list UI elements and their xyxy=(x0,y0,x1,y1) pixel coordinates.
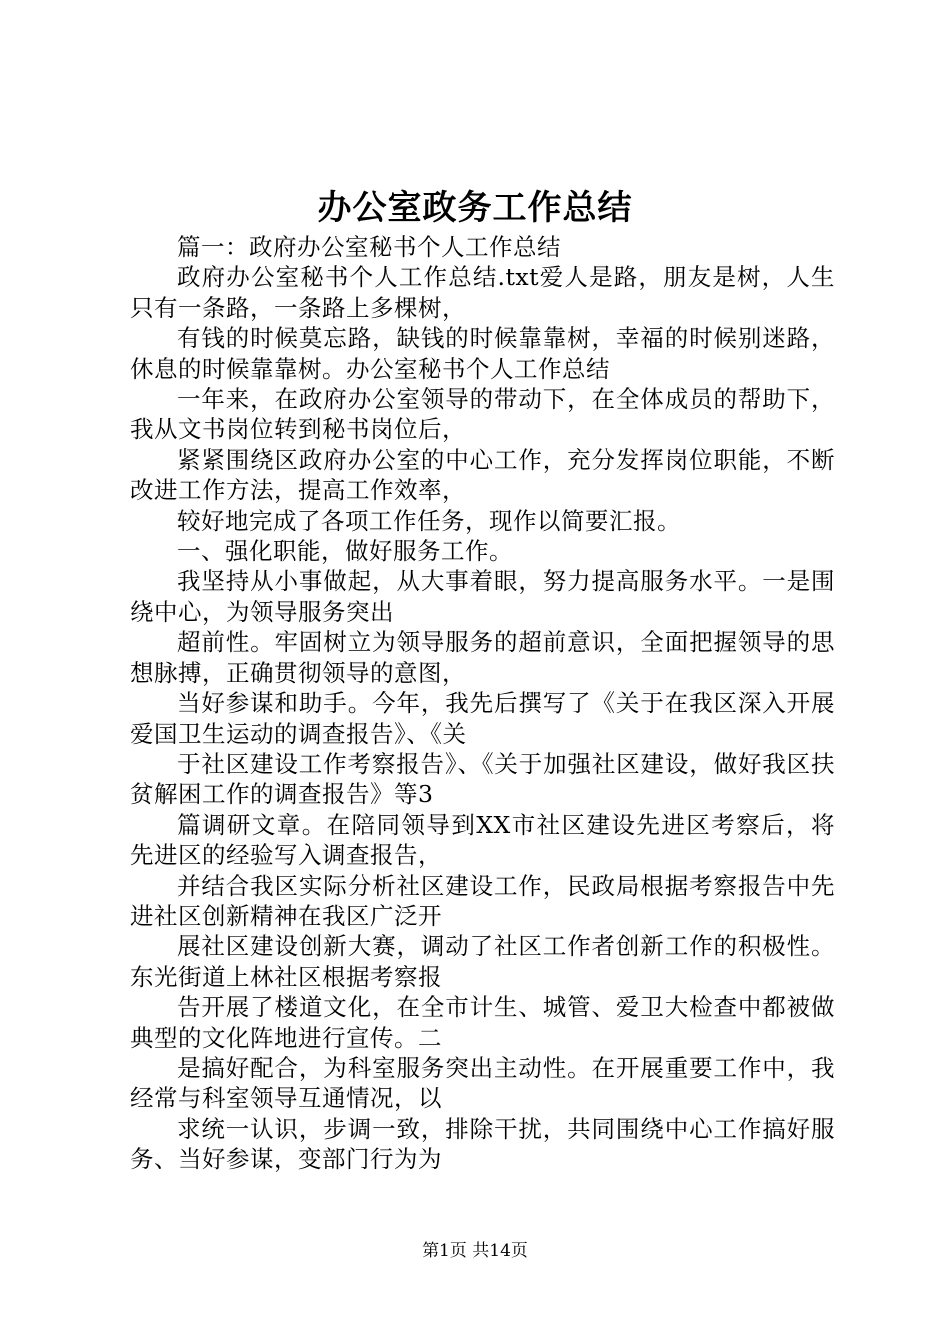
paragraph: 一、强化职能，做好服务工作。 xyxy=(177,537,513,566)
paragraph: 并结合我区实际分析社区建设工作，民政局根据考察报告中先进社区创新精神在我区广泛开 xyxy=(130,871,835,930)
paragraph: 紧紧围绕区政府办公室的中心工作，充分发挥岗位职能，不断改进工作方法，提高工作效率， xyxy=(130,445,835,505)
paragraph: 我坚持从小事做起，从大事着眼，努力提高服务水平。一是围绕中心，为领导服务突出 xyxy=(130,567,835,626)
paragraph: 求统一认识，步调一致，排除干扰，共同围绕中心工作搞好服务、当好参谋，变部门行为为 xyxy=(130,1114,835,1174)
paragraph: 告开展了楼道文化，在全市计生、城管、爱卫大检查中都被做典型的文化阵地进行宣传。二 xyxy=(130,993,835,1052)
paragraph: 是搞好配合，为科室服务突出主动性。在开展重要工作中，我经常与科室领导互通情况，以 xyxy=(130,1053,835,1113)
paragraph: 有钱的时候莫忘路，缺钱的时候靠靠树，幸福的时候别迷路，休息的时候靠靠树。办公室秘书个人工作总结 xyxy=(130,324,835,383)
paragraph: 于社区建设工作考察报告》、《关于加强社区建设，做好我区扶贫解困工作的调查报告》等3 xyxy=(130,749,835,809)
document-title: 办公室政务工作总结 xyxy=(317,188,633,228)
paragraph: 较好地完成了各项工作任务，现作以简要汇报。 xyxy=(177,506,681,535)
paragraph: 当好参谋和助手。今年，我先后撰写了《关于在我区深入开展爱国卫生运动的调查报告》、《关 xyxy=(130,689,835,748)
paragraph: 展社区建设创新大赛，调动了社区工作者创新工作的积极性。东光街道上林社区根据考察报 xyxy=(130,932,835,991)
paragraph: 一年来，在政府办公室领导的带动下，在全体成员的帮助下，我从文书岗位转到秘书岗位后， xyxy=(130,385,835,444)
page-footer xyxy=(0,1240,950,1262)
page-indicator: 第1页 共14页 xyxy=(422,1241,528,1261)
paragraph: 篇调研文章。在陪同领导到XX市社区建设先进区考察后，将先进区的经验写入调查报告， xyxy=(130,810,835,870)
paragraph: 篇一：政府办公室秘书个人工作总结 xyxy=(177,233,561,261)
document-body xyxy=(130,232,835,1175)
paragraph: 政府办公室秘书个人工作总结.txt爱人是路，朋友是树，人生只有一条路，一条路上多棵树， xyxy=(130,263,835,322)
paragraph: 超前性。牢固树立为领导服务的超前意识，全面把握领导的思想脉搏，正确贯彻领导的意图， xyxy=(130,628,835,687)
